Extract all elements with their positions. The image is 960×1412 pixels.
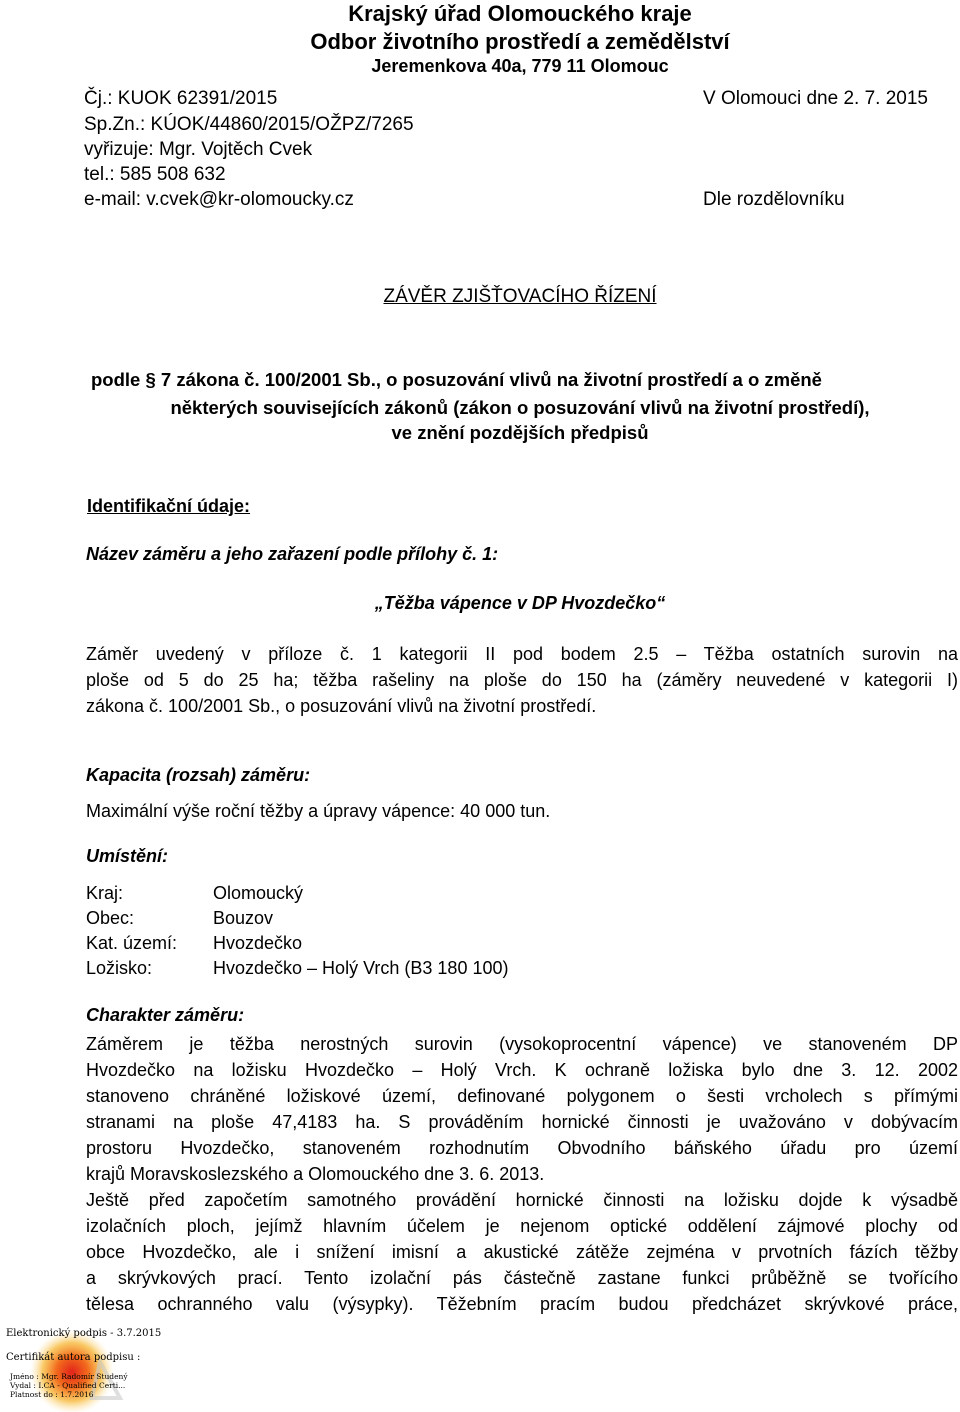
location-value: Hvozdečko – Holý Vrch (B3 180 100): [213, 958, 509, 978]
project-category-line: zákona č. 100/2001 Sb., o posuzování vlivů na životní prostředí.: [86, 696, 597, 716]
text-line: Záměrem je těžba nerostných surovin (vysokoprocentní vápence) ve stanoveném DP: [86, 1034, 958, 1054]
project-name-label: Název záměru a jeho zařazení podle přílohy č. 1:: [86, 544, 499, 564]
project-category-line: ploše od 5 do 25 ha; těžba rašeliny na ploše do 150 ha (záměry neuvedené v kategorii I): [86, 670, 958, 690]
document-title: ZÁVĚR ZJIŠŤOVACÍHO ŘÍZENÍ: [383, 286, 657, 307]
law-reference-line-3: ve znění pozdějších předpisů: [391, 422, 649, 443]
law-reference-line-2: některých souvisejících zákonů (zákon o posuzování vlivů na životní prostředí),: [170, 397, 870, 418]
project-category: [86, 641, 958, 719]
text-line: stanoveno chráněné ložiskové území, definované polygonem o šesti vrcholech s přímými: [86, 1086, 958, 1106]
signature-issuer: Vydal : I.CA - Qualified Certi...: [10, 1381, 126, 1390]
signature-certificate: Certifikát autora podpisu :: [6, 1352, 141, 1363]
signature-validity: Platnost do : 1.7.2016: [10, 1390, 94, 1399]
location-label: Kat. území:: [86, 933, 178, 953]
department-name: Odbor životního prostředí a zemědělství: [310, 29, 730, 54]
place-date: V Olomouci dne 2. 7. 2015: [703, 88, 928, 109]
file-number: Sp.Zn.: KÚOK/44860/2015/OŽPZ/7265: [84, 114, 414, 135]
project-category-line: Záměr uvedený v příloze č. 1 kategorii II pod bodem 2.5 – Těžba ostatních surovin na: [86, 644, 958, 664]
text-line: a skrývkových prací. Tento izolační pás částečně zastane funkci průběžně se tvořícího: [86, 1268, 958, 1288]
location-heading: Umístění:: [86, 846, 169, 866]
location-label: Kraj:: [86, 883, 124, 903]
authority-name: Krajský úřad Olomouckého kraje: [348, 1, 692, 26]
location-row-municipality: [86, 908, 274, 929]
text-line: obce Hvozdečko, ale i snížení imisní a akustické zátěže zejména v prvotních fázích těžby: [86, 1242, 958, 1262]
location-label: Obec:: [86, 908, 135, 928]
identification-heading: Identifikační údaje:: [87, 496, 251, 516]
handled-by: vyřizuje: Mgr. Vojtěch Cvek: [84, 139, 313, 160]
phone: tel.: 585 508 632: [84, 164, 226, 185]
location-label: Ložisko:: [86, 958, 153, 978]
email: e-mail: v.cvek@kr-olomoucky.cz: [84, 189, 354, 210]
text-line: tělesa ochranného valu (výsypky). Těžebním pracím budou předcházet skrývkové práce,: [86, 1294, 958, 1314]
authority-address: Jeremenkova 40a, 779 11 Olomouc: [371, 56, 669, 76]
text-line: prostoru Hvozdečko, stanoveném rozhodnutím Obvodního báňského úřadu pro území: [86, 1138, 958, 1158]
character-heading: Charakter záměru:: [86, 1005, 245, 1025]
location-value: Hvozdečko: [213, 933, 303, 953]
character-paragraph-1: [86, 1031, 958, 1187]
text-line: krajů Moravskoslezského a Olomouckého dne 3. 6. 2013.: [86, 1164, 545, 1184]
text-line: Ještě před započetím samotného provádění hornické činnosti na ložisku dojde k výsadbě: [86, 1190, 958, 1210]
law-reference-line-1: podle § 7 zákona č. 100/2001 Sb., o posuzování vlivů na životní prostředí a o změně: [91, 369, 822, 390]
location-row-cadastral: [86, 933, 303, 954]
capacity-text: Maximální výše roční těžby a úpravy vápence: 40 000 tun.: [86, 801, 551, 821]
project-name: „Těžba vápence v DP Hvozdečko“: [374, 593, 666, 613]
location-row-deposit: [86, 958, 509, 979]
text-line: Hvozdečko na ložisku Hvozdečko – Holý Vrch. K ochraně ložiska bylo dne 3. 12. 2002: [86, 1060, 958, 1080]
character-paragraph-2: [86, 1187, 958, 1317]
text-line: stranami na ploše 47,4183 ha. S prováděním hornické činnosti je uvažováno v dobývacím: [86, 1112, 958, 1132]
capacity-heading: Kapacita (rozsah) záměru:: [86, 765, 311, 785]
electronic-signature-stamp: [0, 1322, 162, 1412]
location-value: Olomoucký: [213, 883, 304, 903]
signature-name: Jméno : Mgr. Radomír Studený: [10, 1372, 128, 1381]
location-row-region: [86, 883, 304, 904]
reference-number: Čj.: KUOK 62391/2015: [84, 88, 278, 109]
location-value: Bouzov: [213, 908, 274, 928]
signature-date: Elektronický podpis - 3.7.2015: [6, 1328, 162, 1339]
text-line: izolačních ploch, jejímž hlavním účelem je nejenom optické oddělení zájmové plochy od: [86, 1216, 958, 1236]
recipient: Dle rozdělovníku: [703, 189, 845, 210]
